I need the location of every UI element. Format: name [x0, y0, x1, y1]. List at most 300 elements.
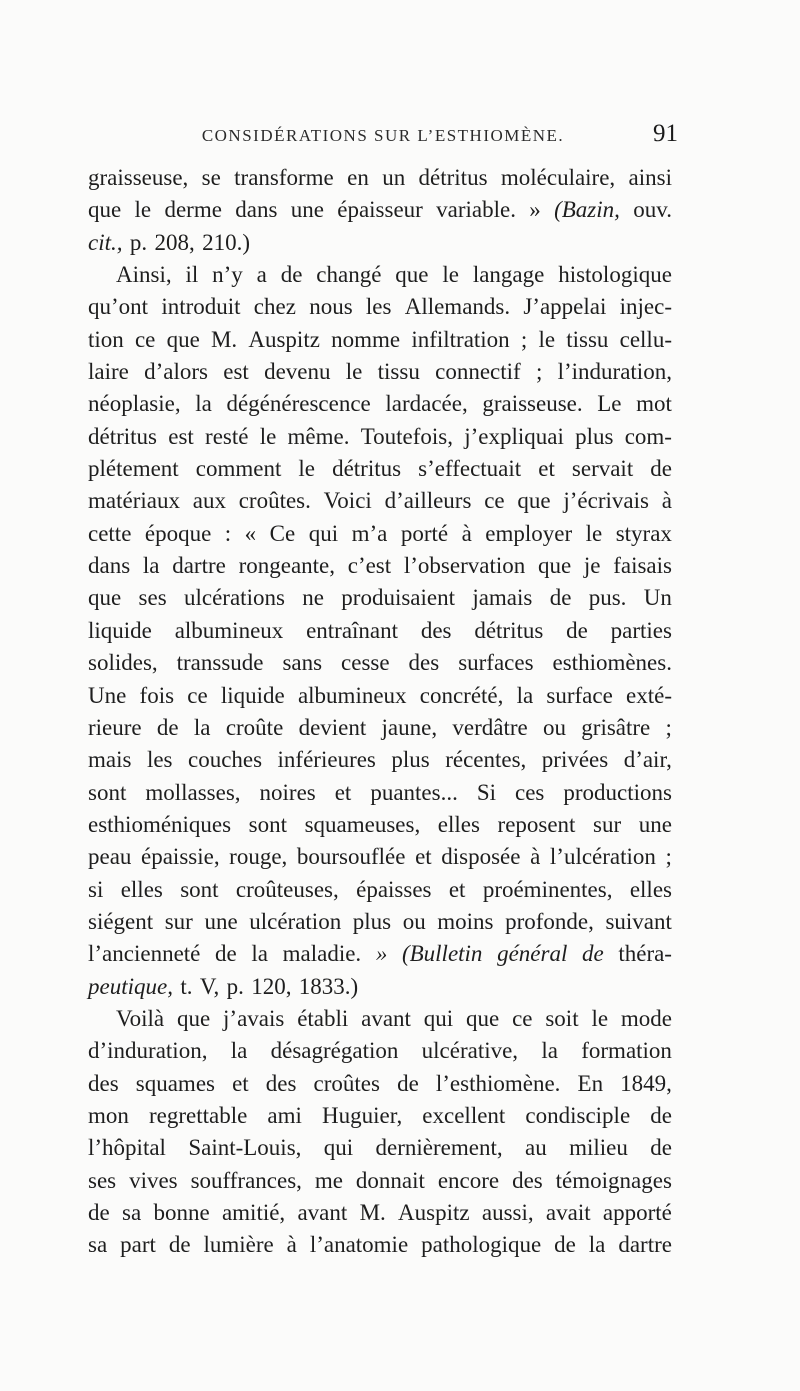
word: jamais — [472, 585, 533, 611]
word: Voici — [323, 488, 372, 514]
word: » — [375, 941, 388, 967]
word: témoignages — [555, 1167, 672, 1193]
text-line — [88, 194, 672, 226]
word: (Bulletin — [401, 941, 483, 967]
word: j’écrivais — [563, 488, 649, 514]
word: produisaient — [341, 585, 455, 611]
word: plétement — [88, 456, 179, 482]
word: maladie. — [282, 941, 362, 967]
word: croûtes — [313, 1070, 380, 1096]
text-line — [88, 324, 672, 356]
word: en — [347, 165, 369, 190]
word: dégénérescence — [226, 391, 371, 417]
word: tion — [88, 326, 124, 352]
word: croûte — [225, 714, 284, 740]
word: elles — [437, 811, 480, 837]
word: ; — [520, 326, 528, 352]
text-line — [88, 777, 672, 809]
word: c’est — [347, 553, 392, 579]
word: le — [134, 197, 152, 223]
text-line — [88, 291, 672, 323]
word: esthioméniques — [88, 811, 232, 837]
word: tissu — [377, 359, 420, 385]
word: connectif — [435, 359, 521, 385]
word: proéminentes, — [482, 876, 613, 902]
text-line — [88, 1068, 672, 1100]
word: Un — [643, 585, 672, 611]
word: la — [195, 391, 212, 417]
word: mot — [636, 391, 672, 417]
word: lardacée, — [385, 391, 468, 417]
word: introduit — [161, 294, 241, 320]
word: que — [395, 262, 429, 288]
word: croûtes. — [238, 488, 311, 514]
word: siégent — [88, 908, 154, 934]
word: dernièrement, — [375, 1135, 503, 1161]
word: aussi, — [481, 1200, 534, 1225]
word: plus — [391, 747, 430, 773]
text-line — [88, 938, 672, 970]
word: mon — [88, 1102, 129, 1128]
word: désagrégation — [270, 1038, 399, 1064]
word: soit — [545, 1005, 579, 1031]
word: de — [650, 1135, 672, 1161]
word: disposée — [441, 844, 521, 870]
text-line — [88, 1132, 672, 1164]
word: me — [314, 1167, 343, 1193]
text-line — [88, 356, 672, 388]
word: ulcération — [249, 908, 342, 934]
word: formation — [581, 1038, 672, 1064]
word: verdâtre — [452, 714, 528, 740]
word: qu’ont — [88, 294, 149, 320]
word: changé — [316, 262, 382, 288]
word: et — [538, 456, 555, 482]
word: En — [577, 1070, 604, 1096]
word: employer — [485, 520, 573, 546]
word: de — [549, 585, 572, 611]
word: une — [290, 197, 324, 223]
text-line — [88, 421, 672, 453]
text-line — [88, 712, 672, 744]
word: elles — [120, 876, 163, 902]
word: que — [166, 326, 200, 352]
word: est — [223, 359, 249, 385]
text-line — [88, 388, 672, 420]
word: transsude — [176, 650, 264, 676]
word: solides, — [88, 650, 158, 676]
word: « — [244, 520, 257, 546]
word: inférieures — [277, 747, 376, 773]
running-head: CONSIDÉRATIONS SUR L’ESTHIOMÈNE. — [201, 126, 565, 145]
text-line — [88, 1100, 672, 1132]
word: d’induration, — [88, 1038, 208, 1064]
word: J’appelai — [523, 294, 607, 320]
word: a — [256, 262, 267, 288]
word: moins — [437, 908, 494, 934]
text-line — [88, 518, 672, 550]
word: sa — [88, 1232, 108, 1258]
word: j’avais — [223, 1005, 285, 1031]
word: vives — [129, 1167, 178, 1193]
word: que — [88, 197, 122, 223]
word: la — [516, 682, 534, 708]
word: M. — [359, 1200, 386, 1225]
word: servait — [571, 456, 634, 482]
word: histologique — [558, 262, 672, 288]
word: qui — [423, 1005, 454, 1031]
word: com- — [624, 423, 672, 449]
word: bonne — [153, 1200, 210, 1225]
word: et — [334, 779, 352, 805]
word: de — [156, 714, 179, 740]
word: ou — [543, 714, 567, 740]
word: ainsi — [628, 165, 672, 190]
word: cellu- — [619, 326, 672, 352]
word: de — [581, 941, 604, 967]
word: la — [588, 1232, 606, 1258]
word: cette — [88, 520, 132, 546]
word: albumineux — [174, 617, 284, 643]
word: si — [88, 876, 104, 902]
word: ce — [134, 326, 156, 352]
word: liquide — [220, 682, 285, 708]
word: n’y — [212, 262, 243, 288]
word: je — [583, 553, 601, 579]
word: une — [204, 908, 238, 934]
word: milieu — [569, 1135, 628, 1161]
word: épaisseur — [337, 197, 423, 223]
word: fois — [139, 682, 175, 708]
word: des — [88, 1070, 119, 1096]
word: Saint-Louis, — [188, 1135, 302, 1161]
word: concrété, — [419, 682, 504, 708]
word: noires — [259, 779, 316, 805]
word: grisâtre — [581, 714, 651, 740]
word: que — [176, 1005, 211, 1031]
word: l’ancienneté — [88, 941, 201, 967]
word: jaune, — [381, 714, 438, 740]
word: ce — [187, 682, 208, 708]
word: pus. — [588, 585, 627, 611]
word: donnait — [355, 1167, 425, 1193]
word: des — [420, 617, 452, 643]
text-line — [88, 647, 672, 679]
text-line — [88, 1165, 672, 1197]
word: l’esthiomène. — [435, 1070, 561, 1096]
word: une — [638, 811, 672, 837]
word: sont — [180, 876, 219, 902]
word: détritus — [474, 617, 544, 643]
word: aux — [192, 488, 226, 514]
text-line — [88, 744, 672, 776]
word: de — [650, 1102, 672, 1128]
word: à — [661, 488, 672, 514]
page-number: 91 — [653, 120, 678, 147]
word: ouv. — [633, 197, 672, 223]
word: squameuses, — [304, 811, 421, 837]
word: mode — [620, 1005, 672, 1031]
word: 1849, — [620, 1070, 672, 1096]
text-line — [88, 841, 672, 873]
word: sans — [282, 650, 323, 676]
word: le — [591, 1005, 609, 1031]
body-text — [88, 162, 672, 1262]
word: variable. — [436, 197, 516, 223]
word: boursouflée — [296, 844, 406, 870]
word: peau — [88, 844, 132, 870]
word: d’alors — [144, 359, 208, 385]
word: de — [168, 1232, 191, 1258]
text-line — [88, 874, 672, 906]
word: t. — [180, 973, 193, 999]
word: excellent — [422, 1102, 506, 1128]
word: langage — [472, 262, 545, 288]
word: épaisses — [356, 876, 432, 902]
word: nous — [309, 294, 353, 320]
word: époque — [144, 520, 212, 546]
word: et — [415, 844, 432, 870]
word: rongeante, — [238, 553, 336, 579]
word: des — [265, 1070, 297, 1096]
word: des — [408, 650, 440, 676]
word: 120, — [251, 973, 292, 999]
word: les — [365, 294, 392, 320]
word: surface — [546, 682, 613, 708]
word: puantes... — [370, 779, 458, 805]
word: graisseuse, — [88, 165, 189, 190]
word: productions — [563, 779, 672, 805]
word: matériaux — [88, 488, 180, 514]
word: le — [585, 520, 603, 546]
word: tissu — [566, 326, 609, 352]
word: de — [397, 1070, 419, 1096]
word: lumière — [203, 1232, 274, 1258]
word: que — [537, 553, 572, 579]
word: qui — [323, 1135, 354, 1161]
word: général — [497, 941, 568, 967]
word: la — [193, 714, 211, 740]
word: styrax — [615, 520, 672, 546]
word: sont — [248, 811, 288, 837]
word: amitié, — [221, 1200, 286, 1225]
word: apporté — [602, 1200, 672, 1225]
word: plus — [352, 908, 392, 934]
word: que — [88, 585, 122, 611]
word: faisais — [613, 553, 672, 579]
word: dartre — [618, 1232, 672, 1258]
word: cit., — [88, 229, 123, 255]
text-line — [88, 259, 672, 291]
word: : — [224, 520, 232, 546]
word: que — [517, 488, 551, 514]
word: esthiomènes. — [552, 650, 672, 676]
word: se — [201, 165, 221, 190]
word: chez — [253, 294, 296, 320]
word: derme — [164, 197, 222, 223]
word: ses — [88, 1167, 117, 1193]
text-line — [88, 162, 672, 194]
word: dans — [235, 197, 278, 223]
word: s’effectuait — [418, 456, 522, 482]
word: détritus — [418, 165, 488, 190]
word: cesse — [341, 650, 390, 676]
word: pathologique — [421, 1232, 542, 1258]
word: sa — [122, 1200, 142, 1225]
word: un — [382, 165, 406, 190]
word: squames — [135, 1070, 215, 1096]
word: ne — [302, 585, 324, 611]
word: théra- — [618, 941, 672, 967]
word: de — [215, 941, 237, 967]
word: j’expliquai — [464, 423, 564, 449]
word: de — [88, 1200, 110, 1225]
word: elles — [629, 876, 672, 902]
word: épaissie, — [141, 844, 220, 870]
text-line — [88, 453, 672, 485]
word: la — [541, 1038, 558, 1064]
word: p. — [129, 229, 148, 255]
word: Huguier, — [322, 1102, 403, 1128]
word: mollasses, — [145, 779, 241, 805]
text-line — [88, 1003, 672, 1035]
word: souffrances, — [190, 1167, 302, 1193]
word: l’hôpital — [88, 1135, 166, 1161]
word: (Bazin, — [554, 197, 620, 223]
word: à — [530, 844, 541, 870]
word: la — [142, 553, 160, 579]
word: ulcérations — [184, 585, 285, 611]
word: ou — [402, 908, 426, 934]
word: injec- — [619, 294, 672, 320]
word: de — [554, 1232, 576, 1258]
word: Voilà — [116, 1005, 165, 1031]
word: ami — [267, 1102, 302, 1128]
word: surfaces — [458, 650, 534, 676]
word: d’air, — [623, 747, 672, 773]
word: le — [259, 423, 277, 449]
word: le — [298, 456, 316, 482]
word: m’a — [351, 520, 388, 546]
word: l’observation — [403, 553, 526, 579]
word: profonde, — [505, 908, 594, 934]
word: nomme — [331, 326, 401, 352]
word: le — [538, 326, 556, 352]
text-line — [88, 1229, 672, 1261]
word: parties — [610, 617, 672, 643]
word: sur — [593, 811, 622, 837]
text-line — [88, 1035, 672, 1067]
word: encore — [437, 1167, 500, 1193]
word: comment — [195, 456, 282, 482]
word: la — [230, 1038, 248, 1064]
word: devient — [298, 714, 367, 740]
text-line — [88, 906, 672, 938]
word: Ainsi, — [116, 262, 172, 288]
word: Si — [476, 779, 496, 805]
word: 1833.) — [298, 973, 359, 999]
word: il — [185, 262, 199, 288]
word: dartre — [172, 553, 226, 579]
word: couches — [187, 747, 263, 773]
word: Toutefois, — [360, 423, 454, 449]
word: ; — [665, 714, 672, 740]
word: M. — [210, 326, 238, 352]
word: condisciple — [525, 1102, 631, 1128]
word: de — [650, 456, 672, 482]
word: les — [146, 747, 173, 773]
word: reposent — [497, 811, 576, 837]
text-line — [88, 485, 672, 517]
word: l’anatomie — [309, 1232, 409, 1258]
text-line — [88, 680, 672, 712]
word: à — [461, 520, 472, 546]
text-line — [88, 809, 672, 841]
word: p. — [226, 973, 244, 999]
word: rouge, — [229, 844, 288, 870]
word: croûteuses, — [235, 876, 339, 902]
word: devenu — [264, 359, 331, 385]
word: des — [512, 1167, 543, 1193]
word: mais — [88, 747, 132, 773]
word: au — [525, 1135, 547, 1161]
word: détritus — [88, 423, 157, 449]
word: récentes, — [445, 747, 527, 773]
word: graisseuse. — [482, 391, 583, 417]
word: porté — [400, 520, 449, 546]
word: de — [280, 262, 303, 288]
word: ces — [514, 779, 545, 805]
word: Une — [88, 682, 127, 708]
word: laire — [88, 359, 129, 385]
word: infiltration — [411, 326, 510, 352]
word: de — [566, 617, 588, 643]
word: V, — [199, 973, 220, 999]
word: Auspitz — [398, 1200, 470, 1225]
text-line — [88, 1197, 672, 1229]
text-line — [88, 582, 672, 614]
word: ce — [484, 488, 505, 514]
word: Le — [597, 391, 622, 417]
word: que — [466, 1005, 500, 1031]
word: suivant — [605, 908, 672, 934]
word: Auspitz — [248, 326, 320, 352]
word: moléculaire, — [500, 165, 616, 190]
word: d’ailleurs — [384, 488, 472, 514]
word: avait — [545, 1200, 591, 1225]
word: détritus — [332, 456, 402, 482]
word: la — [251, 941, 268, 967]
word: regrettable — [148, 1102, 248, 1128]
word: sur — [164, 908, 193, 934]
word: ; — [665, 844, 672, 870]
word: ; — [535, 359, 543, 385]
word: Allemands. — [404, 294, 511, 320]
word: avant — [361, 1005, 411, 1031]
text-line — [88, 227, 672, 259]
word: plus — [575, 423, 614, 449]
word: rieure — [88, 714, 142, 740]
text-line — [88, 615, 672, 647]
word: entraînant — [306, 617, 399, 643]
text-line — [88, 971, 672, 1003]
word: sont — [88, 779, 127, 805]
word: l’ulcération — [549, 844, 656, 870]
word: » — [529, 197, 541, 223]
word: exté- — [626, 682, 672, 708]
word: 208, — [154, 229, 195, 255]
word: resté — [205, 423, 249, 449]
